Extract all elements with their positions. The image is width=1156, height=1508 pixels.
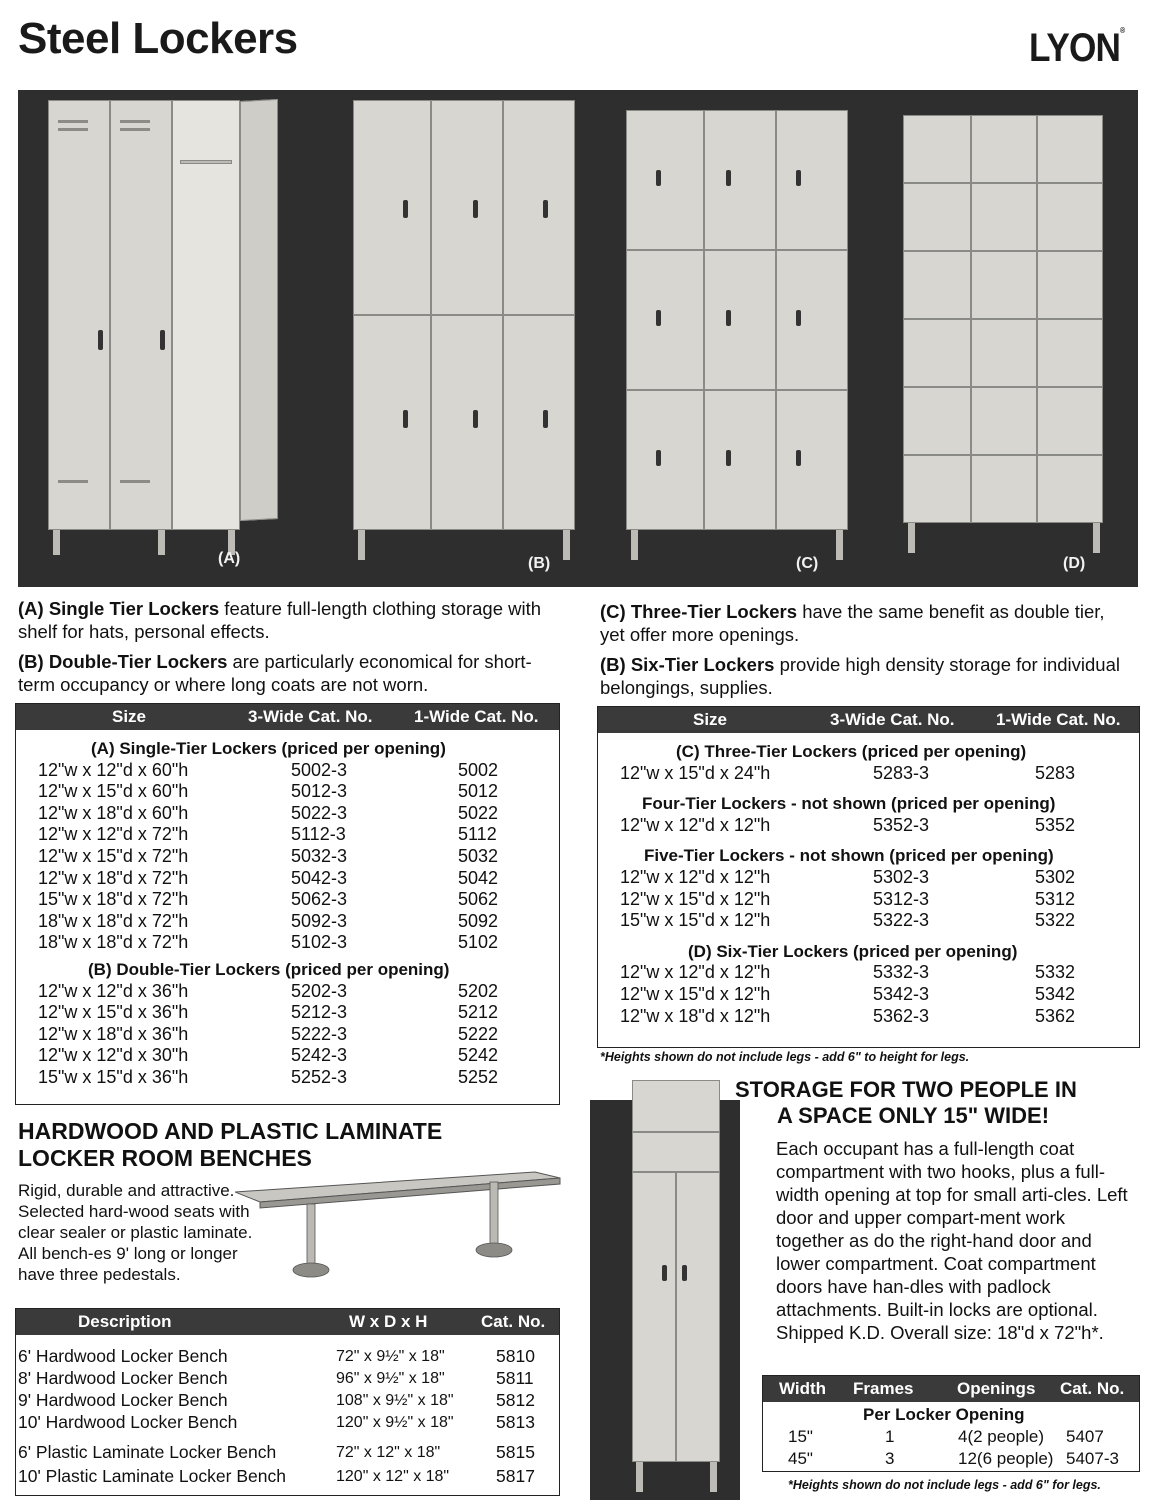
- three-wide-cell: 5022-3: [291, 802, 348, 823]
- cat-cell: 5815: [496, 1442, 535, 1462]
- bench-description: Rigid, durable and attractive. Selected hard-wood seats with clear sealer or plastic laminate. All bench-es 9' long or longer have three pedestals.: [18, 1181, 253, 1284]
- section-title: (B) Double-Tier Lockers (priced per opening): [88, 960, 450, 979]
- legs-footnote: *Heights shown do not include legs - add 6" to height for legs.: [600, 1050, 970, 1064]
- openings-cell: 4(2 people): [958, 1427, 1045, 1446]
- one-wide-cell: 5283: [1035, 762, 1076, 783]
- size-cell: 12"w x 15"d x 72"h: [38, 846, 189, 866]
- section-title: Four-Tier Lockers - not shown (priced per opening): [642, 794, 1056, 814]
- table-header: [16, 704, 559, 730]
- three-wide-cell: 5362-3: [873, 1005, 930, 1026]
- description-cell: 6' Plastic Laminate Locker Bench: [18, 1442, 277, 1462]
- six-tier-locker-image: [903, 115, 1123, 585]
- header-openings: Openings: [957, 1379, 1036, 1398]
- three-tier-locker-image: [626, 110, 856, 580]
- size-cell: 12"w x 18"d x 72"h: [38, 867, 189, 888]
- header-dims: W x D x H: [349, 1312, 428, 1331]
- cat-cell: 5812: [496, 1390, 535, 1410]
- three-wide-cell: 5322-3: [873, 910, 930, 931]
- table-header: [763, 1376, 1139, 1402]
- double-tier-title: (B) Double-Tier Lockers: [18, 651, 228, 672]
- three-wide-cell: 5312-3: [873, 888, 930, 909]
- dims-cell: 120" x 9½" x 18": [336, 1414, 454, 1431]
- dims-cell: 120" x 12" x 18": [336, 1468, 450, 1485]
- three-tier-description: [600, 600, 1120, 646]
- description-cell: 8' Hardwood Locker Bench: [18, 1368, 228, 1388]
- one-wide-cell: 5112: [458, 824, 497, 845]
- one-wide-cell: 5312: [1035, 888, 1076, 909]
- bench-heading-line-1: HARDWOOD AND PLASTIC LAMINATE: [18, 1118, 443, 1144]
- openings-cell: 12(6 people): [958, 1449, 1054, 1468]
- photo-label-a: (A): [218, 550, 241, 567]
- width-cell: 15": [788, 1427, 813, 1446]
- bench-image: [235, 1170, 565, 1285]
- header-size: Size: [112, 707, 147, 726]
- six-tier-description: [600, 653, 1120, 699]
- size-cell: 12"w x 15"d x 12"h: [620, 888, 771, 909]
- double-tier-text: are particularly economical for short-term occupancy or where long coats are not worn.: [18, 651, 532, 695]
- one-wide-cell: 5352: [1035, 814, 1076, 835]
- one-wide-cell: 5322: [1035, 910, 1076, 931]
- one-wide-cell: 5062: [458, 889, 499, 910]
- one-wide-cell: 5202: [458, 980, 499, 1001]
- one-wide-cell: 5332: [1035, 962, 1076, 983]
- header-one-wide: 1-Wide Cat. No.: [414, 707, 539, 726]
- size-cell: 12"w x 12"d x 12"h: [620, 867, 771, 887]
- one-wide-cell: 5222: [458, 1023, 499, 1044]
- one-wide-cell: 5252: [458, 1067, 499, 1087]
- one-wide-cell: 5102: [458, 932, 499, 953]
- header-description: Description: [78, 1312, 172, 1331]
- bench-heading-line-2: LOCKER ROOM BENCHES: [18, 1145, 312, 1171]
- header-frames: Frames: [853, 1379, 914, 1398]
- three-wide-cell: 5352-3: [873, 814, 930, 835]
- six-tier-text: provide high density storage for individual belongings, supplies.: [600, 654, 1120, 698]
- header-cat: Cat. No.: [481, 1312, 546, 1331]
- photo-label-b: (B): [528, 555, 551, 572]
- double-tier-locker-image: [353, 100, 583, 570]
- three-wide-cell: 5222-3: [291, 1023, 348, 1044]
- size-cell: 12"w x 12"d x 36"h: [38, 980, 189, 1001]
- page-title: Steel Lockers: [18, 14, 298, 63]
- one-wide-cell: 5362: [1035, 1005, 1076, 1026]
- photo-label-c: (C): [796, 555, 819, 572]
- section-title: (D) Six-Tier Lockers (priced per opening): [688, 941, 1018, 961]
- double-tier-description: [18, 650, 563, 696]
- storage-subheader: Per Locker Opening: [863, 1405, 1025, 1424]
- frames-cell: 1: [885, 1427, 895, 1446]
- one-wide-cell: 5012: [458, 781, 499, 802]
- brand-name: LYON: [1028, 26, 1120, 70]
- three-wide-cell: 5032-3: [291, 846, 348, 866]
- size-cell: 12"w x 12"d x 72"h: [38, 824, 189, 845]
- three-wide-cell: 5012-3: [291, 781, 348, 802]
- one-wide-cell: 5092: [458, 910, 499, 931]
- bench-table: [15, 1308, 560, 1496]
- description-cell: 9' Hardwood Locker Bench: [18, 1390, 228, 1410]
- size-cell: 12"w x 18"d x 12"h: [620, 1005, 771, 1026]
- dims-cell: 72" x 9½" x 18": [336, 1348, 445, 1365]
- size-cell: 12"w x 15"d x 24"h: [620, 762, 771, 783]
- locker-photo: [18, 90, 1138, 587]
- storage-table: [762, 1375, 1140, 1472]
- three-wide-cell: 5212-3: [291, 1002, 348, 1023]
- size-cell: 15"w x 18"d x 72"h: [38, 889, 189, 910]
- three-wide-cell: 5242-3: [291, 1045, 348, 1066]
- cat-cell: 5810: [496, 1346, 535, 1366]
- three-wide-cell: 5112-3: [291, 824, 346, 845]
- cat-cell: 5811: [496, 1368, 534, 1388]
- one-wide-cell: 5242: [458, 1045, 499, 1066]
- storage-footnote: *Heights shown do not include legs - add 6" for legs.: [788, 1478, 1101, 1492]
- size-cell: 12"w x 15"d x 12"h: [620, 984, 771, 1004]
- three-wide-cell: 5202-3: [291, 980, 348, 1001]
- three-wide-cell: 5252-3: [291, 1067, 348, 1087]
- three-wide-cell: 5042-3: [291, 867, 348, 888]
- width-cell: 45": [788, 1449, 813, 1468]
- table-header: [598, 707, 1139, 733]
- three-tier-title: (C) Three-Tier Lockers: [600, 601, 798, 622]
- single-tier-locker-image: [48, 100, 308, 567]
- three-wide-cell: 5332-3: [873, 962, 930, 983]
- size-cell: 12"w x 12"d x 60"h: [38, 759, 189, 780]
- header-size: Size: [693, 710, 728, 729]
- bench-heading: [18, 1118, 442, 1172]
- cat-cell: 5817: [496, 1466, 535, 1486]
- single-double-tier-table: [15, 703, 560, 1105]
- table-header: [16, 1309, 559, 1335]
- dims-cell: 108" x 9½" x 18": [336, 1392, 454, 1409]
- cat-cell: 5813: [496, 1412, 535, 1432]
- multi-tier-table: [597, 706, 1140, 1048]
- photo-label-d: (D): [1063, 555, 1086, 572]
- one-wide-cell: 5212: [458, 1002, 499, 1023]
- dims-cell: 72" x 12" x 18": [336, 1444, 441, 1461]
- frames-cell: 3: [885, 1449, 895, 1468]
- section-title: (A) Single-Tier Lockers (priced per opening): [91, 739, 446, 758]
- six-tier-title: (B) Six-Tier Lockers: [600, 654, 775, 675]
- one-wide-cell: 5032: [458, 846, 499, 866]
- storage-heading-line-1: STORAGE FOR TWO PEOPLE IN: [735, 1077, 1077, 1102]
- size-cell: 12"w x 12"d x 30"h: [38, 1045, 189, 1066]
- one-wide-cell: 5302: [1035, 867, 1076, 887]
- description-cell: 10' Hardwood Locker Bench: [18, 1412, 238, 1432]
- size-cell: 12"w x 15"d x 60"h: [38, 781, 189, 802]
- size-cell: 18"w x 18"d x 72"h: [38, 932, 189, 953]
- single-tier-text: feature full-length clothing storage with shelf for hats, personal effects.: [18, 598, 542, 642]
- storage-heading-line-2: A SPACE ONLY 15" WIDE!: [777, 1103, 1050, 1128]
- one-wide-cell: 5022: [458, 802, 499, 823]
- single-tier-title: (A) Single Tier Lockers: [18, 598, 220, 619]
- brand-logo: LYON®: [1028, 26, 1124, 70]
- size-cell: 12"w x 18"d x 36"h: [38, 1023, 189, 1044]
- size-cell: 12"w x 18"d x 60"h: [38, 802, 189, 823]
- section-title: (C) Three-Tier Lockers (priced per opening): [676, 742, 1027, 761]
- cat-cell: 5407-3: [1066, 1449, 1119, 1468]
- single-tier-description: [18, 597, 558, 643]
- header-three-wide: 3-Wide Cat. No.: [830, 710, 955, 729]
- description-cell: 6' Hardwood Locker Bench: [18, 1346, 228, 1366]
- section-title: Five-Tier Lockers - not shown (priced per opening): [644, 846, 1054, 866]
- header-width: Width: [779, 1379, 827, 1398]
- size-cell: 15"w x 15"d x 36"h: [38, 1067, 189, 1087]
- dims-cell: 96" x 9½" x 18": [336, 1370, 445, 1387]
- three-tier-text: have the same benefit as double tier, yet offer more openings.: [600, 601, 1105, 645]
- size-cell: 12"w x 12"d x 12"h: [620, 962, 771, 983]
- size-cell: 12"w x 15"d x 36"h: [38, 1002, 189, 1023]
- size-cell: 15"w x 15"d x 12"h: [620, 910, 771, 931]
- storage-description: Each occupant has a full-length coat compartment with two hooks, plus a full-width opening at top for small arti-cles. Left door and upper compart-ment work together as do the right-hand door and lower compartment. Coat compartment doors have han-dles with padlock attachments. Built-in locks are optional. Shipped K.D. Overall size: 18"d x 72"h*.: [776, 1138, 1128, 1343]
- size-cell: 18"w x 18"d x 72"h: [38, 910, 189, 931]
- one-wide-cell: 5042: [458, 867, 499, 888]
- header-one-wide: 1-Wide Cat. No.: [996, 710, 1121, 729]
- three-wide-cell: 5283-3: [873, 762, 930, 783]
- three-wide-cell: 5062-3: [291, 889, 348, 910]
- three-wide-cell: 5102-3: [291, 932, 348, 953]
- one-wide-cell: 5342: [1035, 984, 1076, 1004]
- description-cell: 10' Plastic Laminate Locker Bench: [18, 1466, 286, 1486]
- storage-heading: [735, 1077, 1077, 1129]
- three-wide-cell: 5302-3: [873, 867, 930, 887]
- header-three-wide: 3-Wide Cat. No.: [248, 707, 373, 726]
- size-cell: 12"w x 12"d x 12"h: [620, 814, 771, 835]
- one-wide-cell: 5002: [458, 759, 499, 780]
- three-wide-cell: 5342-3: [873, 984, 930, 1004]
- three-wide-cell: 5092-3: [291, 910, 348, 931]
- two-person-locker-image: [590, 1100, 740, 1500]
- three-wide-cell: 5002-3: [291, 759, 348, 780]
- cat-cell: 5407: [1066, 1427, 1104, 1446]
- header-cat: Cat. No.: [1060, 1379, 1125, 1398]
